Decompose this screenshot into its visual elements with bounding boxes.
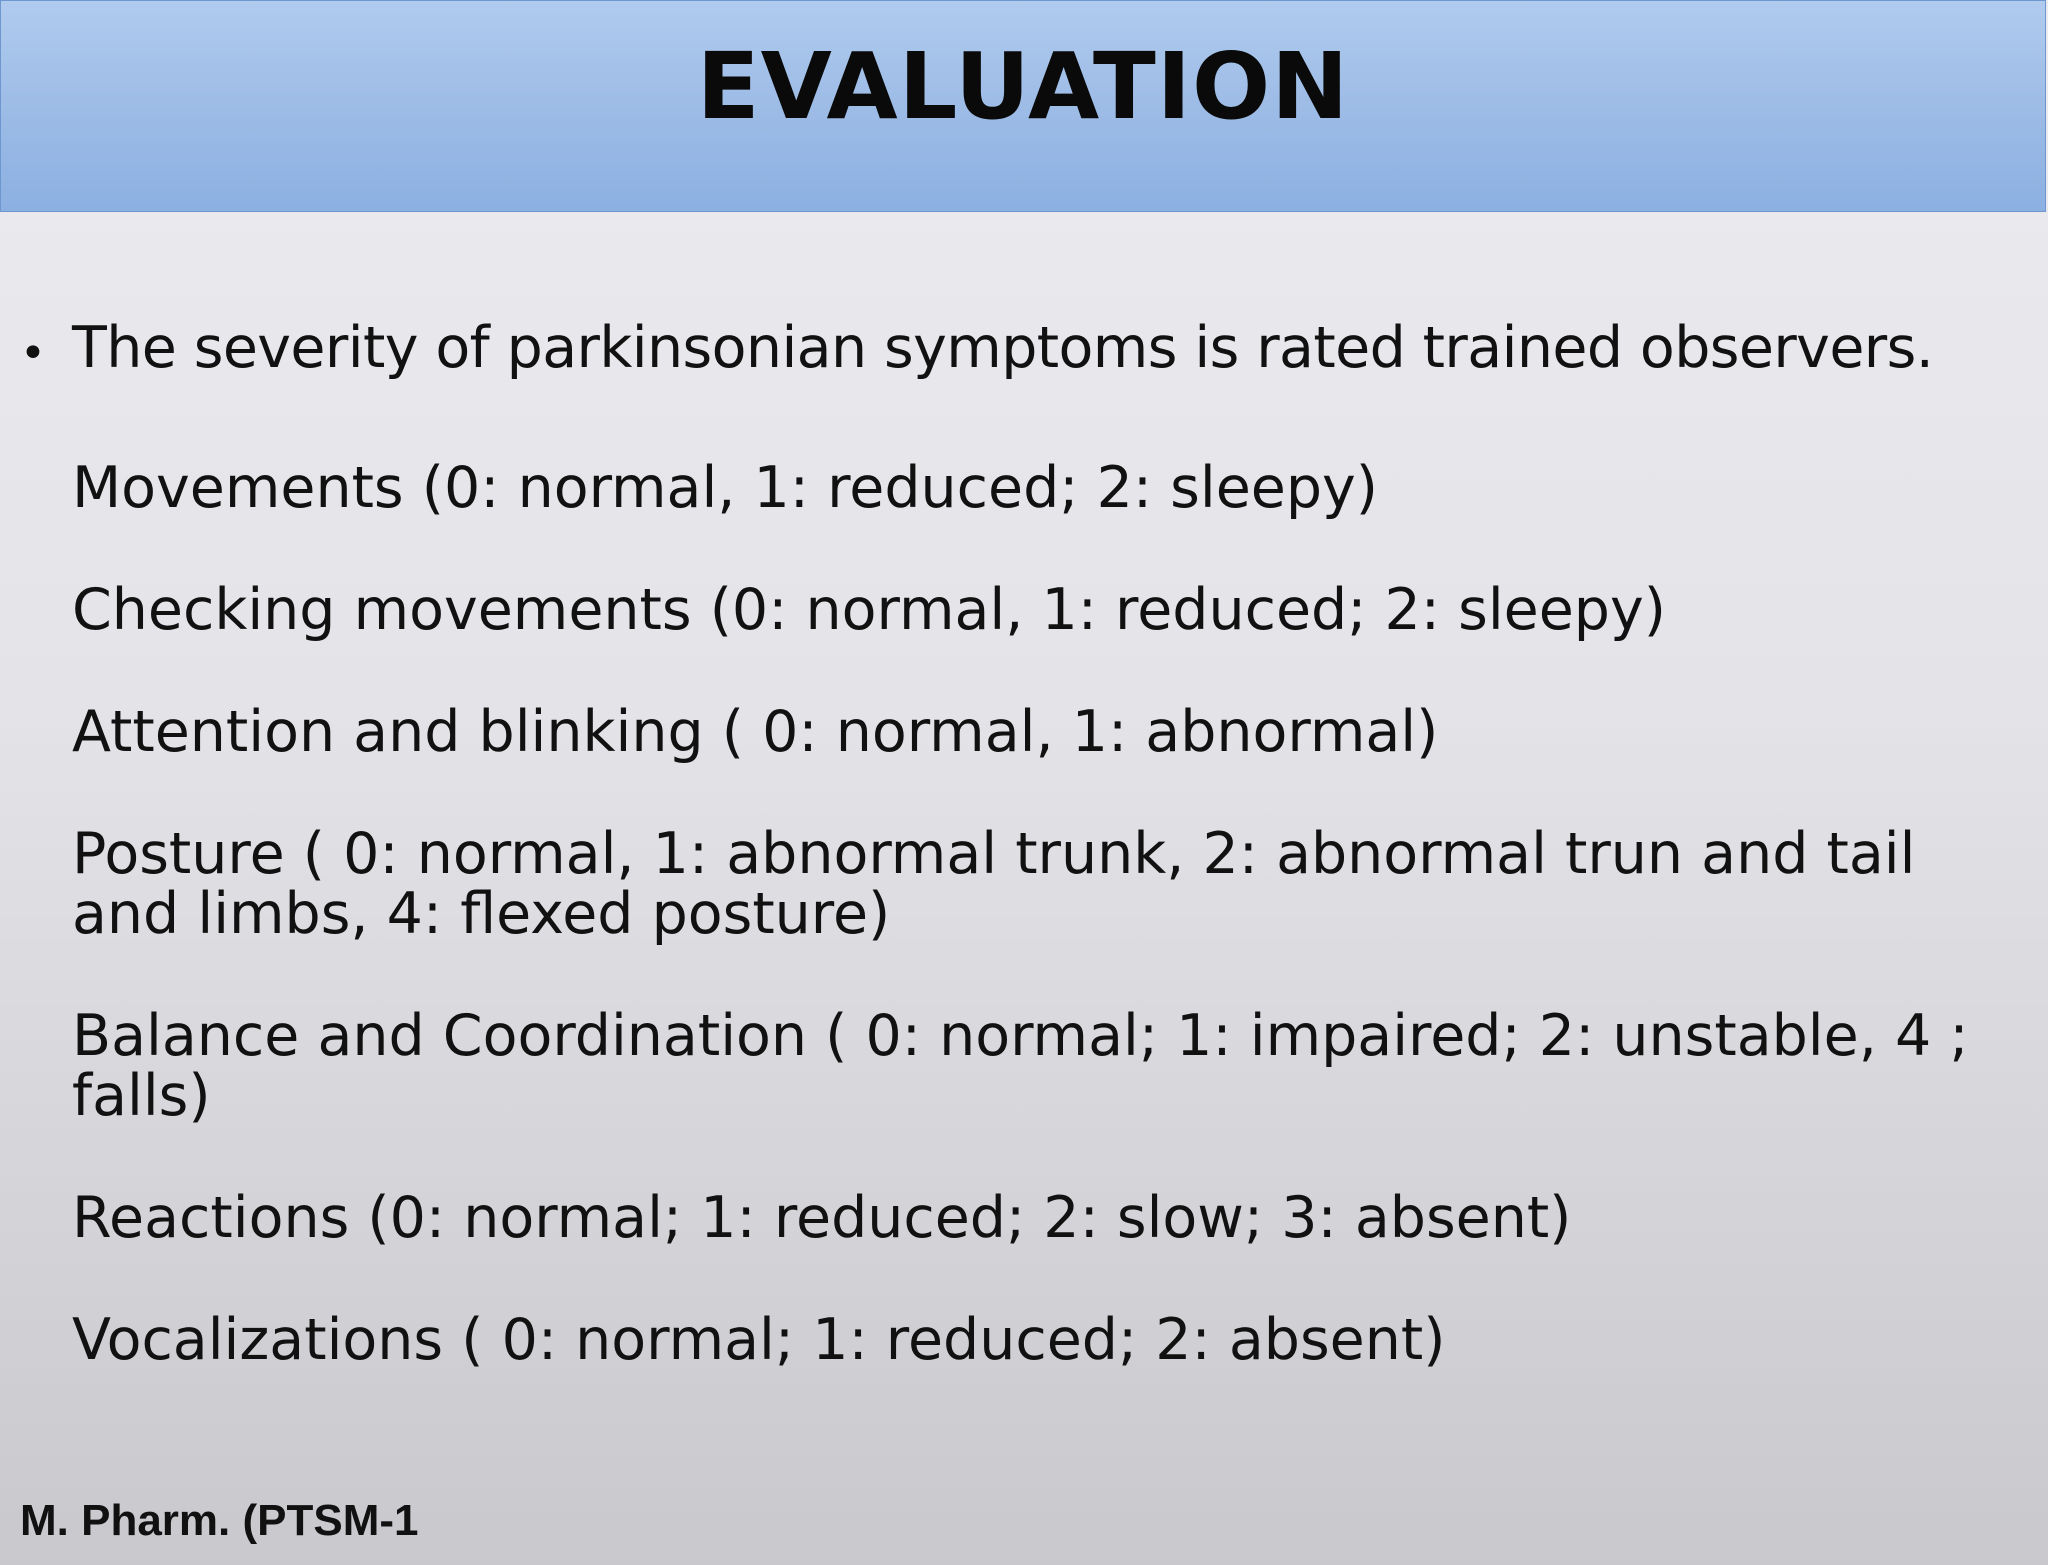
criterion-vocalizations: Vocalizations ( 0: normal; 1: reduced; 2: absent) bbox=[72, 1307, 1446, 1373]
criterion-balance-coordination: Balance and Coordination ( 0: normal; 1: impaired; 2: unstable, 4 ; falls) bbox=[72, 1003, 1969, 1130]
bullet-icon: • bbox=[20, 328, 46, 379]
criterion-attention-blinking: Attention and blinking ( 0: normal, 1: abnormal) bbox=[72, 699, 1439, 765]
criterion-posture: Posture ( 0: normal, 1: abnormal trunk, 2: abnormal trun and tail and limbs, 4: flexed posture) bbox=[72, 821, 1916, 948]
intro-bullet-text: The severity of parkinsonian symptoms is rated trained observers. bbox=[72, 315, 1934, 381]
slide-footer: M. Pharm. (PTSM-1 bbox=[20, 1496, 419, 1545]
slide-title: EVALUATION bbox=[696, 33, 1350, 140]
criterion-checking-movements: Checking movements (0: normal, 1: reduced; 2: sleepy) bbox=[72, 577, 1666, 643]
criterion-reactions: Reactions (0: normal; 1: reduced; 2: slow; 3: absent) bbox=[72, 1185, 1572, 1251]
title-band bbox=[0, 0, 2046, 212]
criterion-movements: Movements (0: normal, 1: reduced; 2: sleepy) bbox=[72, 455, 1378, 521]
